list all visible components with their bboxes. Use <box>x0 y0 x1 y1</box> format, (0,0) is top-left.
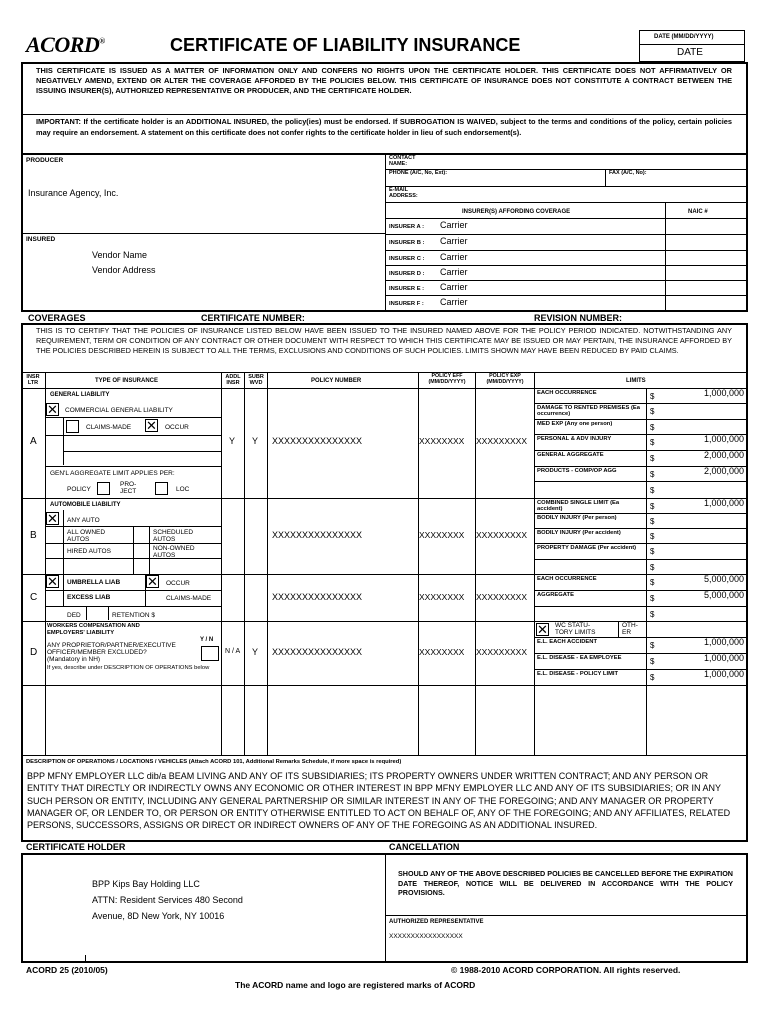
wc-proprietor: ANY PROPRIETOR/PARTNER/EXECUTIVE OFFICER/MEMBER EXCLUDED? <box>47 642 176 656</box>
limit-label: PERSONAL & ADV INJURY <box>537 436 612 442</box>
limit-dollar: $ <box>650 673 655 682</box>
project-option-label: PRO-JECT <box>120 481 137 495</box>
limit-label: PROPERTY DAMAGE (Per accident) <box>537 545 637 551</box>
limit-label: EACH OCCURRENCE <box>537 390 597 396</box>
gl-eff-date: XXXXXXXX <box>419 436 465 446</box>
form-id: ACORD 25 (2010/05) <box>26 965 108 975</box>
limit-value: 5,000,000 <box>703 590 744 600</box>
limit-label: BODILY INJURY (Per person) <box>537 515 617 521</box>
wc-exp-date: XXXXXXXXX <box>476 647 528 657</box>
excess-label: EXCESS LIAB <box>67 594 111 601</box>
holder-label: CERTIFICATE HOLDER <box>26 842 126 852</box>
th-limits: LIMITS <box>626 378 646 384</box>
limit-label: DAMAGE TO RENTED PREMISES (Ea occurrence) <box>537 405 640 417</box>
agg-applies-label: GEN'L AGGREGATE LIMIT APPLIES PER: <box>50 470 175 477</box>
certificate-number-label: CERTIFICATE NUMBER: <box>201 313 305 323</box>
coverages-label: COVERAGES <box>28 313 86 323</box>
insurer-label: INSURER C : <box>389 256 425 262</box>
holder-line-3: Avenue, 8D New York, NY 10016 <box>92 911 225 921</box>
limit-row-line <box>534 528 747 529</box>
disclaimer: THIS CERTIFICATE IS ISSUED AS A MATTER OF INFORMATION ONLY AND CONFERS NO RIGHTS UPON THE CERTIFICATE HOLDER. THIS CERTIFICATE DOES NOT AFFIRMATIVELY OR NEGATIVELY AMEND, EXTEND OR ALTER THE COVERAGE AFFORDED BY THE POLICIES BELOW. THIS CERTIFICATE OF INSURANCE DOES NOT CONSTITUTE A CONTRACT BETWEEN THE ISSUING INSURER(S), AUTHORIZED REPRESENTATIVE OR PRODUCER, AND THE CERTIFICATE HOLDER. <box>36 66 732 95</box>
limit-value: 2,000,000 <box>703 465 744 476</box>
revision-number-label: REVISION NUMBER: <box>534 313 623 323</box>
limit-value: 1,000,000 <box>703 653 744 663</box>
fax-label: FAX (A/C, No): <box>609 170 647 176</box>
insured-address: Vendor Address <box>92 265 156 275</box>
all-owned-label: ALL OWNED AUTOS <box>67 529 106 543</box>
description-text: BPP MFNY EMPLOYER LLC dib/a BEAM LIVING AND ANY OF ITS SUBSIDIARIES; ITS PROPERTY OWNERS UNDER WRITTEN CONTRACT; AND ANY PERSON OR ENTITY THAT DIRECTLY OR INDIRECTLY OWNS ANY ECONOMIC OR OTHER INTEREST IN BPP MFNY EMPLOYER LLC AND ANY OF ITS SUBSIDIARIES; OR IN ANY SUCH PERSON OR ENTITY, INCLUDING ANY GENERAL PARTNERSHIP OR SIMILAR INTEREST IN ANY OF THE FOREGOING; AND ANY MANAGER OR PROPERTY MANAGER OF, OR LENDER TO, OR PERSON OR ENTITY OTHERWISE ENTITLED TO ACT ON BEHALF OF, ANY OF THE FOREGOING; AND ANY AFFILIATES, RELATED PERSONS, SUCCESSORS, ASSIGNS OR DIRECT OR INDIRECT OWNERS OF ANY OF THE FOREGOING AS AN ADDITIONAL INSURED. <box>27 771 731 831</box>
limit-label: MED EXP (Any one person) <box>537 421 613 427</box>
limit-dollar: $ <box>650 594 655 603</box>
wc-title: WORKERS COMPENSATION AND EMPLOYERS' LIABILITY <box>47 623 140 636</box>
th-exp: POLICY EXP (MM/DD/YYYY) <box>486 373 524 385</box>
insurer-label: INSURER A : <box>389 224 424 230</box>
insurer-row-line <box>385 250 746 251</box>
insurer-label: INSURER D : <box>389 271 425 277</box>
limit-label: PRODUCTS - COMP/OP AGG <box>537 468 617 474</box>
limit-row-line <box>534 419 747 420</box>
limit-label: AGGREGATE <box>537 592 574 598</box>
page-title: CERTIFICATE OF LIABILITY INSURANCE <box>170 35 521 55</box>
limit-value: 2,000,000 <box>703 450 744 460</box>
limit-row-line <box>534 403 747 404</box>
coverage-statement: THIS IS TO CERTIFY THAT THE POLICIES OF INSURANCE LISTED BELOW HAVE BEEN ISSUED TO THE INSURED NAMED ABOVE FOR THE POLICY PERIOD INDICATED. NOTWITHSTANDING ANY REQUIREMENT, TERM OR CONDITION OF ANY CONTRACT OR OTHER DOCUMENT WITH RESPECT TO WHICH THIS CERTIFICATE MAY BE ISSUED OR MAY PERTAIN, THE INSURANCE AFFORDED BY THE POLICIES DESCRIBED HEREIN IS SUBJECT TO ALL THE TERMS, EXCLUSIONS AND CONDITIONS OF SUCH POLICIES. LIMITS SHOWN MAY HAVE BEEN REDUCED BY PAID CLAIMS. <box>36 326 732 355</box>
ded-label: DED <box>67 612 81 619</box>
insured-label: INSURED <box>26 236 56 243</box>
policy-checkbox[interactable] <box>97 482 110 495</box>
limit-dollar: $ <box>650 501 655 511</box>
gl-policy-number: XXXXXXXXXXXXXXX <box>272 436 363 446</box>
wc-statutory-checkbox[interactable]: ✕ <box>537 622 548 637</box>
th-policy: POLICY NUMBER <box>311 378 362 384</box>
limit-value: 1,000,000 <box>703 669 744 679</box>
occur-checkbox[interactable]: ✕ <box>146 418 157 433</box>
any-auto-checkbox[interactable]: ✕ <box>47 511 58 526</box>
hired-autos-label: HIRED AUTOS <box>67 548 111 555</box>
umbrella-label: UMBRELLA LIAB <box>67 579 121 586</box>
limit-row-line <box>534 606 747 607</box>
limit-value: 1,000,000 <box>703 387 744 398</box>
limit-dollar: $ <box>650 407 655 416</box>
limit-label: GENERAL AGGREGATE <box>537 452 604 458</box>
limit-label: E.L. DISEASE - POLICY LIMIT <box>537 671 619 677</box>
limit-row-line <box>534 481 747 482</box>
limit-dollar: $ <box>650 454 655 463</box>
limit-value: 1,000,000 <box>703 497 744 508</box>
insurer-name: Carrier <box>440 267 468 277</box>
limit-value: 1,000,000 <box>703 434 744 444</box>
description-label: DESCRIPTION OF OPERATIONS / LOCATIONS / VEHICLES (Attach ACORD 101, Additional Remarks Schedule, if more space is required) <box>26 759 402 765</box>
limit-dollar: $ <box>650 609 655 619</box>
limit-dollar: $ <box>650 531 655 541</box>
wc-excluded-checkbox[interactable] <box>201 646 219 661</box>
th-addl: ADDL INSR <box>225 374 241 386</box>
wc-letter: D <box>30 647 38 658</box>
scheduled-label: SCHEDULED AUTOS <box>153 529 194 543</box>
umb-policy-number: XXXXXXXXXXXXXXX <box>272 592 363 602</box>
cancellation-label: CANCELLATION <box>389 842 460 852</box>
limit-row-line <box>534 543 747 544</box>
retention-label: RETENTION $ <box>112 612 155 619</box>
gl-addl: Y <box>229 436 236 446</box>
limit-row-line <box>534 559 747 560</box>
non-owned-label: NON-OWNED AUTOS <box>153 545 195 559</box>
copyright: © 1988-2010 ACORD CORPORATION. All rights reserved. <box>451 965 681 975</box>
date-value[interactable]: DATE <box>677 47 703 58</box>
wc-other-label: OTH-ER <box>622 622 638 636</box>
any-auto-label: ANY AUTO <box>67 517 100 524</box>
logo-text: ACORD <box>26 32 100 57</box>
insurer-name: Carrier <box>440 282 468 292</box>
wc-desc: If yes, describe under DESCRIPTION OF OPERATIONS below <box>47 665 210 671</box>
policy-option-label: POLICY <box>67 486 91 493</box>
limit-label: EACH OCCURRENCE <box>537 576 597 582</box>
insurer-name: Carrier <box>440 236 468 246</box>
limit-value: 1,000,000 <box>703 637 744 647</box>
th-eff: POLICY EFF (MM/DD/YYYY) <box>428 373 466 385</box>
wc-policy-number: XXXXXXXXXXXXXXX <box>272 647 363 657</box>
limit-dollar: $ <box>650 657 655 666</box>
gl-title: GENERAL LIABILITY <box>50 392 110 398</box>
cgl-label: COMMERCIAL GENERAL LIABILITY <box>65 407 173 414</box>
contact-name-label: CONTACT NAME: <box>389 155 416 167</box>
phone-label: PHONE (A/C, No, Ext): <box>389 170 448 176</box>
occur-label: OCCUR <box>165 424 189 431</box>
limit-dollar: $ <box>650 438 655 447</box>
holder-line-2: ATTN: Resident Services 480 Second <box>92 895 243 905</box>
cgl-checkbox[interactable]: ✕ <box>47 402 58 417</box>
limit-row-line <box>534 513 747 514</box>
auto-letter: B <box>30 530 37 541</box>
umb-exp-date: XXXXXXXXX <box>476 592 528 602</box>
th-type: TYPE OF INSURANCE <box>95 378 159 384</box>
th-subr: SUBR WVD <box>248 374 264 386</box>
limit-label: COMBINED SINGLE LIMIT (Ea accident) <box>537 500 620 512</box>
umb-eff-date: XXXXXXXX <box>419 592 465 602</box>
limit-label: BODILY INJURY (Per accident) <box>537 530 621 536</box>
naic-header: NAIC # <box>688 209 708 215</box>
wc-subr: Y <box>252 647 259 657</box>
insurer-name: Carrier <box>440 297 468 307</box>
holder-line-1: BPP Kips Bay Holding LLC <box>92 879 200 889</box>
gl-letter: A <box>30 436 37 447</box>
limit-dollar: $ <box>650 422 655 432</box>
umb-letter: C <box>30 592 38 603</box>
insurer-row-line <box>385 295 746 296</box>
wc-mandatory: (Mandatory in NH) <box>47 656 101 663</box>
insurer-row-line <box>385 280 746 281</box>
limit-label: E.L. EACH ACCIDENT <box>537 639 598 645</box>
insurer-name: Carrier <box>440 252 468 262</box>
producer-label: PRODUCER <box>26 157 64 164</box>
logo-reg: ® <box>99 36 105 46</box>
date-label: DATE (MM/DD/YYYY) <box>654 34 714 40</box>
loc-option-label: LOC <box>176 486 190 493</box>
wc-addl: N / A <box>225 648 241 655</box>
limit-dollar: $ <box>650 391 655 401</box>
producer-name: Insurance Agency, Inc. <box>28 188 119 198</box>
auto-policy-number: XXXXXXXXXXXXXXX <box>272 530 363 540</box>
limit-dollar: $ <box>650 641 655 650</box>
umb-occur-label: OCCUR <box>166 580 190 587</box>
umb-occur-checkbox[interactable]: ✕ <box>147 574 158 589</box>
acord-logo <box>26 34 105 56</box>
insurer-row-line <box>385 265 746 266</box>
th-insr: INSR LTR <box>26 374 40 386</box>
important-notice: IMPORTANT: If the certificate holder is an ADDITIONAL INSURED, the policy(ies) must be endorsed. If SUBROGATION IS WAIVED, subject to the terms and conditions of the policy, certain policies may require an endorsement. A statement on this certificate does not confer rights to the certificate holder in lieu of such endorsement(s). <box>36 117 732 137</box>
insurer-row-line <box>385 218 746 219</box>
insured-name: Vendor Name <box>92 250 148 260</box>
claims-made-label: CLAIMS-MADE <box>86 424 132 431</box>
registered-marks: The ACORD name and logo are registered marks of ACORD <box>235 980 476 990</box>
insurer-label: INSURER F : <box>389 301 424 307</box>
gl-subr: Y <box>252 436 259 446</box>
auto-eff-date: XXXXXXXX <box>419 530 465 540</box>
limit-dollar: $ <box>650 547 655 556</box>
wc-yn: Y / N <box>200 637 214 643</box>
wc-statutory-label: WC STATU-TORY LIMITS <box>555 622 596 636</box>
insurer-label: INSURER B : <box>389 240 425 246</box>
cancellation-text: SHOULD ANY OF THE ABOVE DESCRIBED POLICIES BE CANCELLED BEFORE THE EXPIRATION DATE THEREOF, NOTICE WILL BE DELIVERED IN ACCORDANCE WITH THE POLICY PROVISIONS. <box>398 869 733 897</box>
limit-dollar: $ <box>650 578 655 587</box>
limit-value: 5,000,000 <box>703 574 744 584</box>
umbrella-checkbox[interactable]: ✕ <box>47 574 58 589</box>
limit-dollar: $ <box>650 516 655 526</box>
insurer-row-line <box>385 234 746 235</box>
email-label: E-MAIL ADDRESS: <box>389 187 418 199</box>
rep-label: AUTHORIZED REPRESENTATIVE <box>389 919 484 925</box>
insurers-header: INSURER(S) AFFORDING COVERAGE <box>462 209 571 215</box>
wc-eff-date: XXXXXXXX <box>419 647 465 657</box>
insurer-name: Carrier <box>440 220 468 230</box>
project-checkbox[interactable] <box>155 482 168 495</box>
auto-exp-date: XXXXXXXXX <box>476 530 528 540</box>
limit-dollar: $ <box>650 485 655 495</box>
auto-title: AUTOMOBILE LIABILITY <box>50 502 121 508</box>
insurer-label: INSURER E : <box>389 286 425 292</box>
limit-label: E.L. DISEASE - EA EMPLOYEE <box>537 655 622 661</box>
limit-dollar: $ <box>650 562 655 572</box>
umb-claims-label: CLAIMS-MADE <box>166 595 212 602</box>
rep-value: XXXXXXXXXXXXXXXXX <box>389 933 463 940</box>
limit-dollar: $ <box>650 469 655 479</box>
claims-made-checkbox[interactable] <box>66 420 79 433</box>
gl-exp-date: XXXXXXXXX <box>476 436 528 446</box>
